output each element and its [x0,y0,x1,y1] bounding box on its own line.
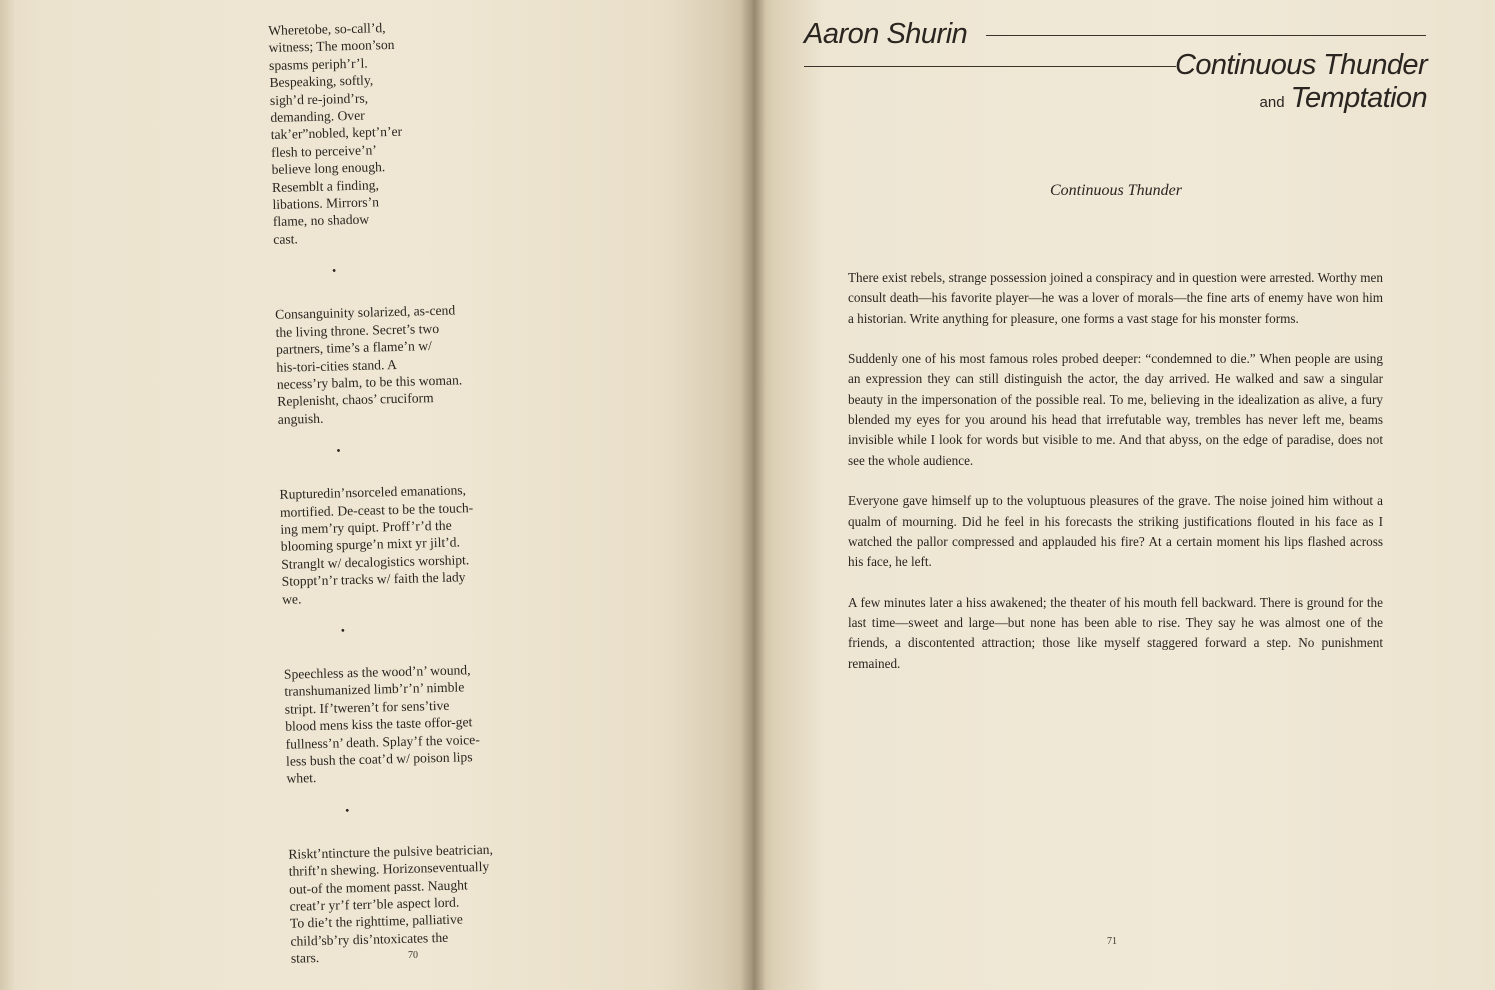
stanza-separator: • [331,263,337,278]
poem-line: partners, time’s a flame’n w/ [275,338,433,357]
poem-line: libations. Mirrors’n [272,194,380,213]
poem-line: fullness’n’ death. Splay’f the voice- [285,731,480,752]
title-line-2 [1260,82,1427,115]
title-line-1: Continuous Thunder [1175,49,1427,81]
poem-line: Wheretobe, so-call’d, [268,20,386,38]
poem-line: his-tori-cities stand. A [276,356,398,375]
poem-line: Resemblt a finding, [271,176,380,195]
poem-line: mortified. De-ceast to be the touch- [279,499,474,520]
paragraph: A few minutes later a hiss awakened; the theater of his mouth fell backward. There is ground for the last time—sweet and large—but none has been able to rise. They say he was almost one of the friends, a discontented attraction; those like myself staggered forward a step. No punishment remained. [848,594,1383,671]
stanza-5 [288,838,591,967]
poem-line: Bespeaking, softly, [269,72,374,91]
poem-line: believe long enough. [271,159,386,178]
poem-line: Stranglt w/ decalogistics worshipt. [281,551,470,572]
page-edge [0,0,14,990]
poem-line: ing mem’ry quipt. Proff’r’d the [280,517,452,537]
title-word: Temptation [1290,82,1427,114]
page-number: 70 [408,950,418,961]
poem-line: blooming spurge’n mixt yr jilt’d. [280,534,461,555]
poem-line: spasms periph’r’l. [268,55,368,73]
stanza-2 [275,299,578,428]
poem-line: stars. [290,950,320,966]
poem-line: less bush the coat’d w/ poison lips [285,749,473,769]
stanza-separator: • [344,803,350,818]
stanza-3 [279,479,582,608]
poem-line: thrift’n shewing. Horizonseventually [288,859,490,879]
title-conjunction: and [1259,94,1285,111]
poem-line: anguish. [277,410,324,427]
poem-line: Consanguinity solarized, as-cend [274,302,456,323]
paragraph: Suddenly one of his most famous roles probed deeper: “condemned to die.” When people are using an expression they can still distinguish the actor, the day arrived. He walked and saw a singular beauty in the impersonation of the possible real. To me, believing in the idealization as alive, a fury blended my eyes for you around his head that irrefutable way, trembles has never left me, beams invisible while I look for words but visible to me. And that abyss, on the edge of paradise, does not see the whole audience. [848,351,1383,468]
poem-line: necess’ry balm, to be this woman. [276,372,463,392]
poem-line: the living throne. Secret’s two [275,320,440,340]
poem-line: cast. [273,231,299,247]
paragraph: There exist rebels, strange possession joined a conspiracy and in question were arrested. Worthy men consult death—his favorite player—he was a lover of morals—the fine arts of enemy have won him a historian. Write anything for pleasure, one forms a vast stage for his monster forms. [848,270,1383,326]
poem-line: Speechless as the wood’n’ wound, [283,662,471,682]
poem-line: child’sb’ry dis’ntoxicates the [290,929,449,949]
poem [268,15,591,968]
poem-line: sigh’d re-joind’rs, [269,90,369,108]
prose-body [848,268,1383,694]
poem-line: blood mens kiss the taste offor-get [285,714,473,734]
poem-line: witness; The moon’son [268,37,395,56]
poem-line: Replenisht, chaos’ cruciform [277,390,434,410]
stanza-4 [284,658,587,787]
poem-line: flame, no shadow [272,212,370,230]
stanza-separator: • [340,623,346,638]
poem-line: flesh to perceive’n’ [271,142,378,160]
poem-line: demanding. Over [270,107,365,126]
stanza-separator: • [336,443,341,458]
header-rule [804,66,1176,67]
poem-line: stript. If’tweren’t for sens’tive [284,697,450,717]
section-heading: Continuous Thunder [1049,182,1182,199]
paragraph: Everyone gave himself up to the voluptuous pleasures of the grave. The noise joined him without a qualm of mourning. Did he feel in his forecasts the striking justifications flouted in his face as I watched the pallor compressed and applauded his fire? At a certain moment his lips flashed across his face, he left. [848,493,1383,570]
poem-line: transhumanized limb’r’n’ nimble [284,679,465,700]
poem-line: we. [281,590,302,607]
author-name: Aaron Shurin [804,18,968,50]
poem-line: out-of the moment passt. Naught [289,877,468,897]
page-number: 71 [1107,936,1117,947]
stanza-1 [268,15,573,249]
poem-line: Rupturedin’nsorceled emanations, [279,482,467,502]
poem-line: tak’er”nobled, kept’n’er [270,124,403,143]
poem-line: To die’t the righttime, palliative [289,911,464,932]
poem-line: Riskt’ntincture the pulsive beatrician, [288,841,494,862]
poem-line: Stoppt’n’r tracks w/ faith the lady [281,569,466,589]
poem-line: creat’r yr’f terr’ble aspect lord. [289,894,460,914]
poem-line: whet. [286,770,317,787]
header-rule [986,35,1426,36]
